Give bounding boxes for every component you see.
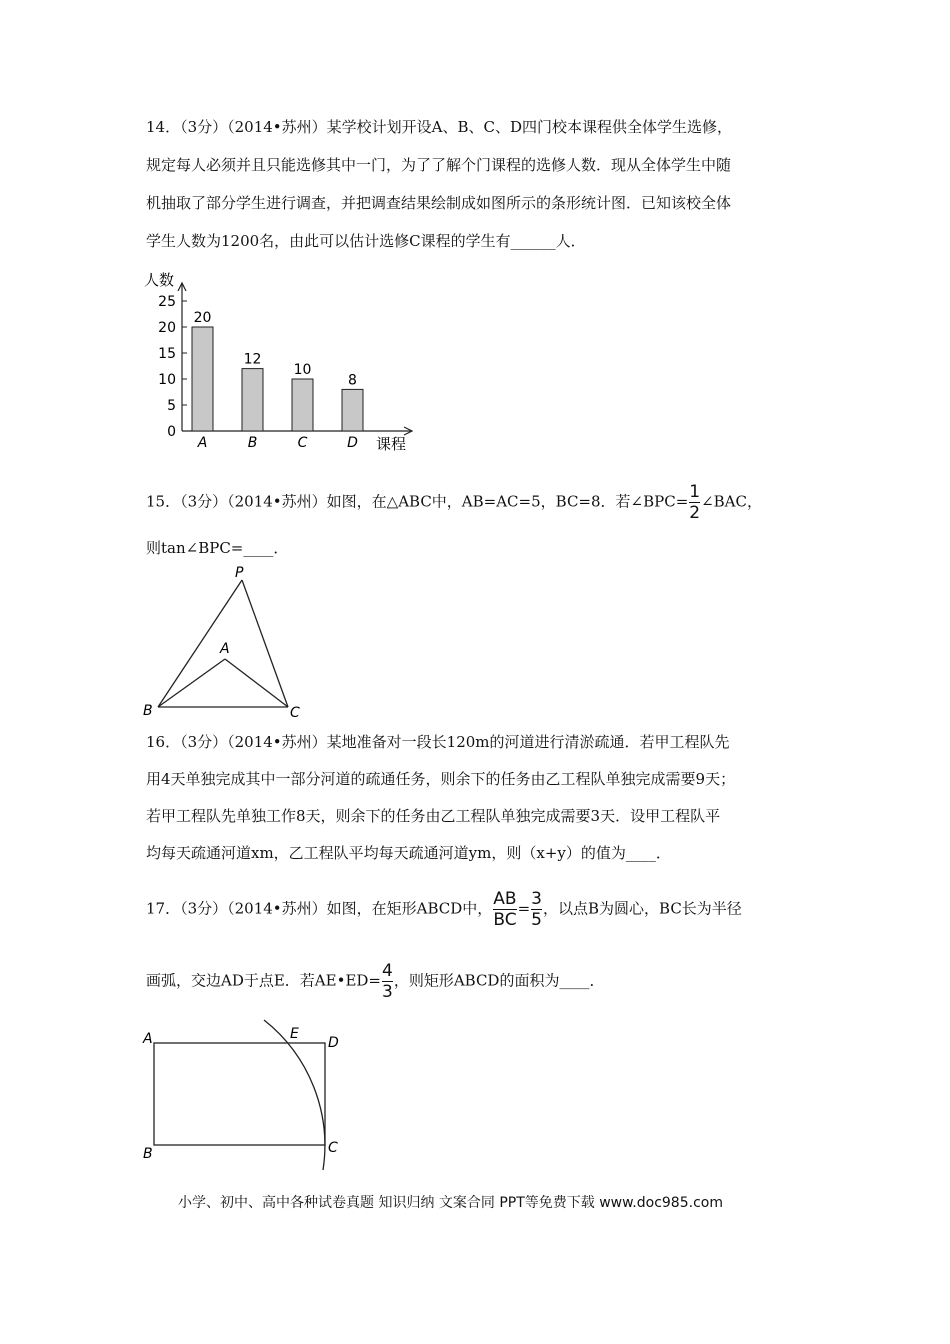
bar — [342, 389, 363, 431]
label-b: B — [143, 1146, 153, 1162]
x-tick-label: A — [197, 435, 208, 451]
rectangle-figure — [140, 1015, 360, 1175]
q16-line-2: 用4天单独完成其中一部分河道的疏通任务，则余下的任务由乙工程队单独完成需要9天； — [146, 770, 736, 788]
bar — [192, 327, 213, 431]
bar-data-label: 8 — [348, 372, 357, 389]
label-d: D — [328, 1035, 339, 1051]
q17-frac1-den: BC — [493, 910, 517, 930]
q17-text-d: ，则矩形ABCD的面积为____． — [393, 971, 605, 990]
y-tick-label: 5 — [167, 398, 176, 414]
x-tick-label: B — [247, 435, 258, 451]
bar-chart — [140, 265, 430, 460]
label-a: A — [220, 641, 230, 657]
q17-equals: = — [517, 899, 531, 918]
bar-data-label: 20 — [193, 310, 212, 326]
q17-fraction-ab-bc — [493, 890, 516, 929]
q16-line-3: 若甲工程队先单独工作8天，则余下的任务由乙工程队单独完成需要3天．设甲工程队平 — [146, 807, 721, 825]
label-a: A — [143, 1031, 153, 1047]
bar-data-label: 10 — [293, 362, 312, 378]
q15-text-a: 15．（3分）（2014•苏州）如图，在△ABC中，AB=AC=5，BC=8．若∠BPC= — [146, 492, 689, 511]
y-tick-label: 0 — [167, 424, 176, 440]
bar — [292, 379, 313, 431]
q17-text-a: 17．（3分）（2014•苏州）如图，在矩形ABCD中， — [146, 899, 493, 918]
y-tick-label: 20 — [158, 320, 176, 336]
q17-text-b: ，以点B为圆心，BC长为半径 — [543, 899, 742, 918]
q17-line-1 — [146, 890, 742, 929]
x-tick-label: D — [347, 435, 358, 451]
x-tick-label: C — [297, 435, 308, 451]
q17-line-2 — [146, 962, 604, 1001]
label-c: C — [328, 1140, 338, 1156]
q17-frac2-den: 5 — [531, 910, 542, 930]
q17-fraction-4-3 — [382, 962, 393, 1001]
q14-line-2: 规定每人必须并且只能选修其中一门，为了了解个门课程的选修人数．现从全体学生中随 — [146, 156, 732, 174]
label-b: B — [143, 703, 153, 719]
label-p: P — [235, 565, 244, 581]
q14-line-4: 学生人数为1200名，由此可以估计选修C课程的学生有______人． — [146, 232, 586, 250]
segment-ac — [225, 659, 288, 707]
bar-data-label: 12 — [243, 351, 262, 368]
y-tick-label: 25 — [158, 294, 176, 310]
q17-frac3-num: 4 — [381, 961, 393, 981]
triangle-figure — [138, 562, 308, 722]
q15-text-b: ∠BAC， — [701, 492, 762, 511]
q15-line-1 — [146, 483, 762, 522]
chart-xlabel: 课程 — [376, 435, 407, 453]
q14-line-3: 机抽取了部分学生进行调查，并把调查结果绘制成如图所示的条形统计图．已知该校全体 — [146, 194, 732, 212]
chart-ylabel: 人数 — [144, 271, 175, 289]
q14-line-1: 14．（3分）（2014•苏州）某学校计划开设A、B、C、D四门校本课程供全体学生选修， — [146, 118, 733, 136]
bar — [242, 369, 263, 431]
y-tick-label: 10 — [158, 372, 176, 388]
q15-frac-num: 1 — [689, 482, 701, 502]
q17-fraction-3-5 — [531, 890, 542, 929]
q15-fraction — [689, 483, 700, 522]
q17-frac3-den: 3 — [381, 982, 393, 1002]
q15-frac-den: 2 — [689, 503, 701, 523]
q16-line-4: 均每天疏通河道xm，乙工程队平均每天疏通河道ym，则（x+y）的值为____． — [146, 844, 671, 862]
y-tick-label: 15 — [158, 346, 176, 362]
q17-frac1-num: AB — [493, 889, 517, 909]
q16-line-1: 16．（3分）（2014•苏州）某地准备对一段长120m的河道进行清淤疏通．若甲工程队先 — [146, 733, 730, 751]
q17-text-c: 画弧，交边AD于点E．若AE•ED= — [146, 971, 381, 990]
segment-ba — [158, 659, 225, 707]
footer-text: 小学、初中、高中各种试卷真题 知识归纳 文案合同 PPT等免费下载 www.doc985.com — [178, 1195, 723, 1211]
q17-frac2-num: 3 — [531, 889, 542, 909]
label-e: E — [290, 1026, 299, 1042]
label-c: C — [290, 705, 300, 721]
segment-pc — [242, 580, 288, 707]
q15-line-2: 则tan∠BPC=____． — [146, 539, 289, 557]
